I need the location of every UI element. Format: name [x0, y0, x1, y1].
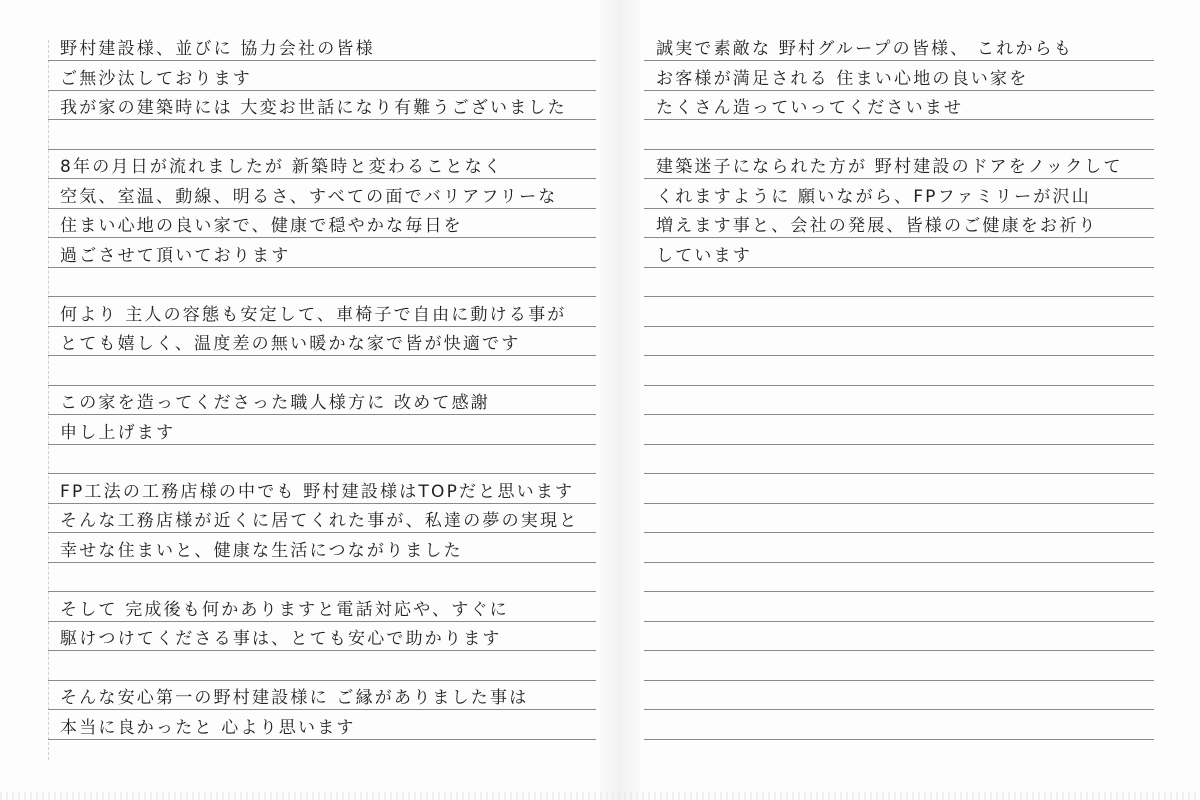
- handwritten-line: たくさん造っていってくださいませ: [656, 98, 964, 118]
- handwritten-line: くれますように 願いながら、FPファミリーが沢山: [656, 186, 1091, 207]
- handwritten-line: この家を造ってくださった職人様方に 改めて感謝: [60, 393, 491, 413]
- handwritten-line: 幸せな住まいと、健康な生活につながりました: [60, 540, 463, 561]
- handwritten-line: しています: [656, 245, 752, 266]
- handwritten-line: とても嬉しく、温度差の無い暖かな家で皆が快適です: [60, 334, 521, 354]
- handwritten-line: 駆けつけてくださる事は、とても安心で助かります: [60, 629, 502, 649]
- handwritten-line: 本当に良かったと 心より思います: [60, 717, 356, 738]
- handwritten-line: そんな安心第一の野村建設様に ご縁がありました事は: [60, 688, 529, 708]
- handwritten-line: お客様が満足される 住まい心地の良い家を: [656, 68, 1029, 89]
- page-gutter: [600, 0, 640, 800]
- handwritten-line: 何より 主人の容態も安定して、車椅子で自由に動ける事が: [60, 304, 567, 325]
- handwritten-line: 住まい心地の良い家で、健康で穏やかな毎日を: [60, 216, 463, 236]
- handwritten-text-block: [48, 40, 596, 760]
- handwritten-text-block: [644, 40, 1154, 760]
- handwritten-line: 建築迷子になられた方が 野村建設のドアをノックして: [656, 157, 1123, 177]
- left-page: [48, 40, 596, 760]
- handwritten-line: そんな工務店様が近くに居てくれた事が、私達の夢の実現と: [60, 511, 579, 531]
- handwritten-line: 我が家の建築時には 大変お世話になり有難うございました: [60, 98, 567, 118]
- handwritten-line: 空気、室温、動線、明るさ、すべての面でバリアフリーな: [60, 186, 558, 207]
- scan-edge: [0, 792, 1200, 800]
- handwritten-line: ご無沙汰しております: [60, 68, 252, 89]
- right-page: [644, 40, 1154, 760]
- handwritten-line: 野村建設様、並びに 協力会社の皆様: [60, 39, 375, 59]
- handwritten-line: 過ごさせて頂いております: [60, 245, 291, 266]
- handwritten-line: 申し上げます: [60, 422, 176, 443]
- handwritten-line: 増えます事と、会社の発展、皆様のご健康をお祈り: [656, 216, 1098, 236]
- handwritten-line: 誠実で素敵な 野村グループの皆様、 これからも: [656, 39, 1074, 59]
- handwritten-line: 8年の月日が流れましたが 新築時と変わることなく: [60, 157, 504, 177]
- handwritten-line: FP工法の工務店様の中でも 野村建設様はTOPだと思います: [60, 481, 575, 502]
- handwritten-line: そして 完成後も何かありますと電話対応や、すぐに: [60, 599, 509, 620]
